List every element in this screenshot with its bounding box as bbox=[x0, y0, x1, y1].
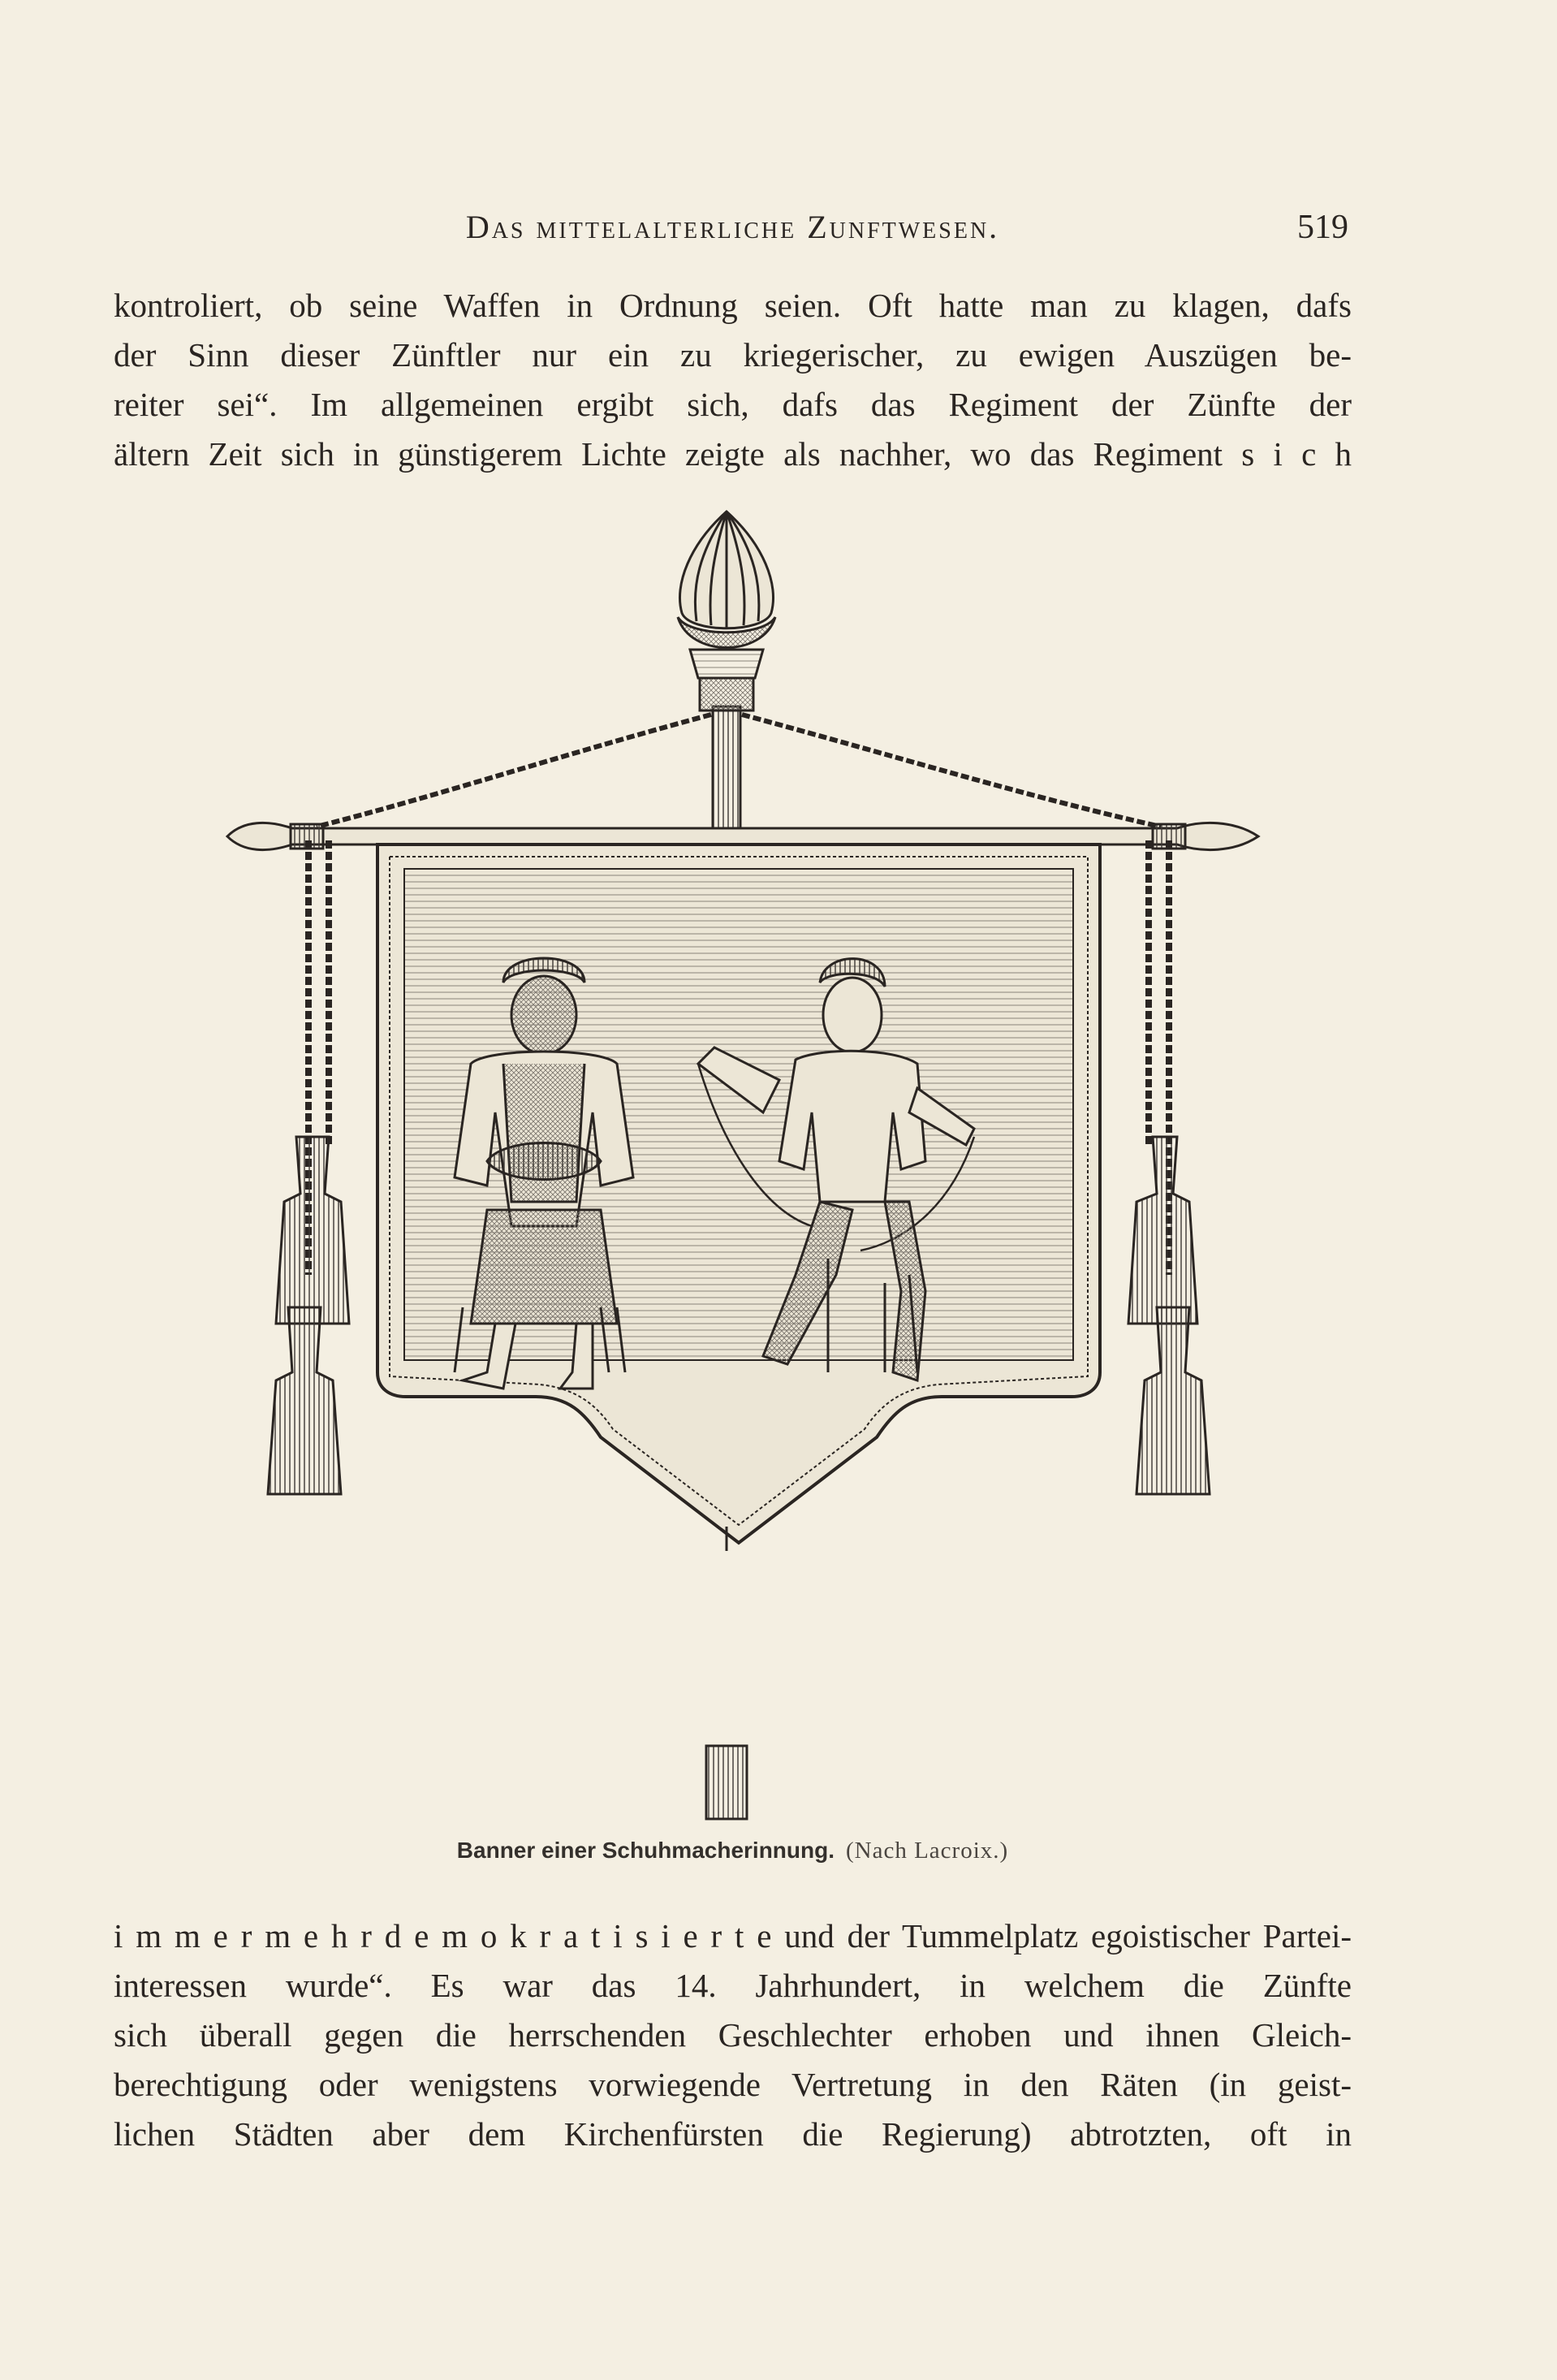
running-head bbox=[114, 203, 1352, 252]
text-line: i m m e r m e h r d e m o k r a t i s i e r t e und der Tummelplatz egoistischer Partei- bbox=[114, 1917, 1352, 1955]
caption-title: Banner einer Schuhmacherinnung. bbox=[456, 1838, 835, 1863]
caption-source: (Nach Lacroix.) bbox=[846, 1838, 1009, 1864]
left-tassels bbox=[268, 840, 349, 1494]
figure-caption bbox=[114, 1837, 1352, 1864]
text-line: interessen wurde“. Es war das 14. Jahrhundert, in welchem die Zünfte bbox=[114, 1967, 1352, 2004]
text-line: lichen Städten aber dem Kirchenfürsten die Regierung) abtrotzten, oft in bbox=[114, 2115, 1352, 2153]
running-title: Das mittelalterliche Zunftwesen. bbox=[465, 209, 1000, 245]
finial bbox=[678, 512, 775, 711]
text-line: ältern Zeit sich in günstigerem Lichte zeigte als nachher, wo das Regiment s i c h bbox=[114, 435, 1352, 473]
paragraph-bottom bbox=[114, 1911, 1352, 2159]
text-line: sich überall gegen die herrschenden Geschlechter erhoben und ihnen Gleich- bbox=[114, 2016, 1352, 2054]
paragraph-top bbox=[114, 281, 1352, 479]
right-tassels bbox=[1128, 840, 1210, 1494]
text-line: berechtigung oder wenigstens vorwiegende Vertretung in den Räten (in geist- bbox=[114, 2066, 1352, 2103]
text-line: reiter sei“. Im allgemeinen ergibt sich, dafs das Regiment der Zünfte der bbox=[114, 386, 1352, 423]
page-number: 519 bbox=[1297, 209, 1348, 246]
shoemaker-banner-engraving bbox=[195, 495, 1283, 1827]
text-line: der Sinn dieser Zünftler nur ein zu kriegerischer, zu ewigen Auszügen be- bbox=[114, 336, 1352, 374]
banner-illustration bbox=[195, 495, 1283, 1827]
text-line: kontroliert, ob seine Waffen in Ordnung seien. Oft hatte man zu klagen, dafs bbox=[114, 287, 1352, 324]
